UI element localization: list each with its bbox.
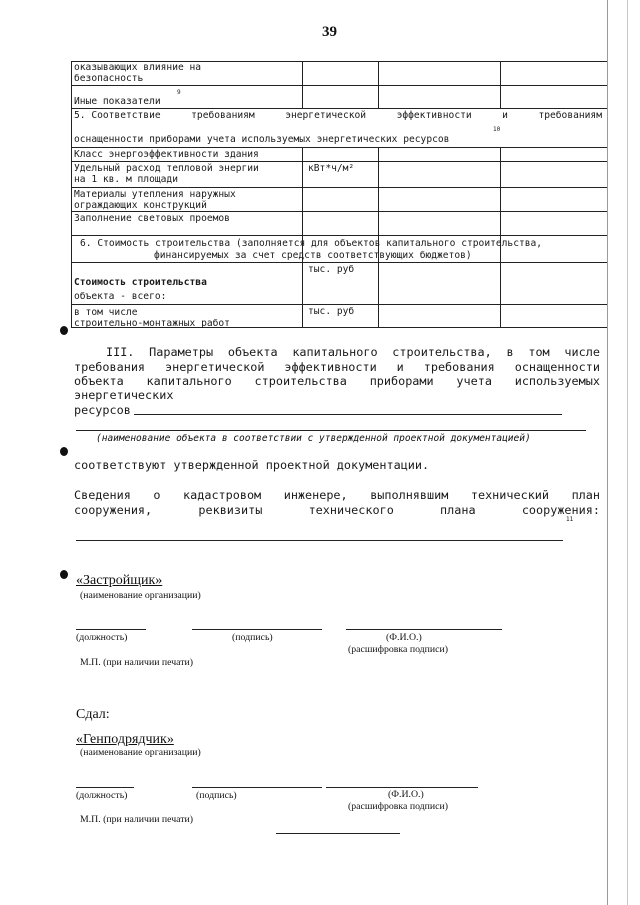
footnote-marker: 10 <box>493 126 501 133</box>
table-cell: Материалы утепления наружных <box>74 189 236 200</box>
word: энергетической <box>285 110 367 121</box>
word: сооружения: <box>521 503 600 517</box>
table-rule <box>71 262 608 263</box>
signature-caption: (подпись) <box>196 790 237 801</box>
fio-caption: (Ф.И.О.) <box>386 632 422 643</box>
word: реквизиты <box>198 503 263 517</box>
punch-hole <box>60 447 68 456</box>
position-line <box>76 787 134 788</box>
table-rule <box>71 187 608 188</box>
word: в <box>506 345 514 359</box>
punch-hole <box>60 570 68 579</box>
signature-caption: (подпись) <box>232 632 273 643</box>
word: сооружения, <box>74 503 153 517</box>
object-name-caption: (наименование объекта в соответствии с утвержденной проектной документацией) <box>96 433 531 444</box>
general-contractor-title: «Генподрядчик» <box>76 732 174 747</box>
table-cell: ограждающих конструкций <box>74 200 207 211</box>
table-rule <box>302 61 303 109</box>
table-rule <box>378 262 379 328</box>
word: эффективности <box>284 360 377 374</box>
table-cell: Стоимость строительства <box>74 277 207 288</box>
word: и <box>396 360 404 374</box>
cadastral-line <box>74 503 600 517</box>
table-cell: строительно-монтажных работ <box>74 318 230 329</box>
word: о <box>153 488 161 502</box>
unit-cell: кВт*ч/м² <box>308 163 355 174</box>
table-rule <box>71 304 608 305</box>
section-3-line <box>74 360 600 374</box>
object-name-line <box>134 414 562 415</box>
table-cell: Заполнение световых проемов <box>74 213 230 224</box>
stamp-caption: М.П. (при наличии печати) <box>80 814 194 825</box>
signature-line <box>192 629 322 630</box>
punch-hole <box>60 326 68 335</box>
table-cell: Удельный расход тепловой энергии <box>74 163 259 174</box>
unit-cell: тыс. руб <box>308 306 355 317</box>
table-rule <box>71 85 608 86</box>
word: 5. Соответствие <box>74 110 161 121</box>
word: III. <box>106 345 135 359</box>
bottom-rule <box>276 833 400 834</box>
decoding-caption: (расшифровка подписи) <box>348 644 449 655</box>
scan-edge <box>607 0 608 905</box>
word: строительства <box>254 374 347 388</box>
table-rule <box>500 262 501 328</box>
table-cell: Иные показатели <box>74 96 161 107</box>
developer-title: «Застройщик» <box>76 573 163 588</box>
word: энергетической <box>164 360 265 374</box>
signature-line <box>192 787 322 788</box>
contractor-org-caption: (наименование организации) <box>80 747 201 758</box>
word: оснащенности <box>514 360 600 374</box>
developer-org-caption: (наименование организации) <box>80 590 201 601</box>
section-6-heading-line2: финансируемых за счет средств соответствующих бюджетов) <box>154 250 472 261</box>
decoding-caption: (расшифровка подписи) <box>348 801 449 812</box>
word: требованиям <box>538 110 602 121</box>
word: капитального <box>292 345 378 359</box>
section-6-heading: 6. Стоимость строительства (заполняется для объектов капитального строительства, <box>80 238 543 249</box>
word: числе <box>564 345 600 359</box>
conformity-statement: соответствуют утвержденной проектной документации. <box>74 458 430 472</box>
table-cell: на 1 кв. м площади <box>74 174 178 185</box>
table-cell: Класс энергоэффективности здания <box>74 149 259 160</box>
word: технического <box>308 503 394 517</box>
word: план <box>571 488 600 502</box>
table-cell: в том числе <box>74 307 138 318</box>
table-cell: безопасность <box>74 73 144 84</box>
cadastral-line <box>74 488 600 502</box>
name-line <box>326 787 478 788</box>
stamp-caption: М.П. (при наличии печати) <box>80 657 194 668</box>
object-name-line <box>76 430 586 431</box>
word: Сведения <box>74 488 131 502</box>
parameters-table <box>71 61 608 328</box>
word: и <box>502 110 508 121</box>
table-cell: оказывающих влияние на <box>74 62 202 73</box>
position-caption: (должность) <box>76 632 128 643</box>
word: используемых <box>514 374 600 388</box>
word: требованиям <box>191 110 255 121</box>
unit-cell: тыс. руб <box>308 264 355 275</box>
footnote-marker: 11 <box>566 516 574 523</box>
position-caption: (должность) <box>76 790 128 801</box>
name-line <box>346 629 502 630</box>
handover-label: Сдал: <box>76 707 110 722</box>
table-cell: объекта - всего: <box>74 291 167 302</box>
word: объекта <box>74 374 124 388</box>
word: строительства, <box>392 345 492 359</box>
table-rule <box>71 108 608 109</box>
section-3-line <box>106 345 600 359</box>
section-5-heading-line2: оснащенности приборами учета используемых энергетических ресурсов <box>74 134 450 145</box>
word: Параметры <box>149 345 214 359</box>
cadastral-line-blank <box>76 540 563 541</box>
table-rule <box>71 147 608 148</box>
word: плана <box>440 503 476 517</box>
table-rule <box>378 61 379 109</box>
table-rule <box>302 262 303 328</box>
section-3-line: энергетических <box>74 388 174 402</box>
table-rule <box>500 61 501 109</box>
word: том <box>528 345 550 359</box>
word: кадастровом <box>183 488 262 502</box>
word: учета <box>456 374 492 388</box>
word: технический <box>470 488 550 502</box>
table-rule <box>71 235 608 236</box>
fio-caption: (Ф.И.О.) <box>388 789 424 800</box>
footnote-marker: 9 <box>177 89 181 96</box>
word: приборами <box>369 374 434 388</box>
word: инженере, <box>283 488 348 502</box>
section-3-line <box>74 374 600 388</box>
word: выполнявшим <box>370 488 449 502</box>
page-number: 39 <box>322 24 337 40</box>
scan-edge <box>627 0 628 905</box>
word: требования <box>74 360 146 374</box>
position-line <box>76 629 146 630</box>
section-3-line: ресурсов <box>74 403 131 417</box>
word: требования <box>423 360 495 374</box>
table-rule <box>71 61 72 328</box>
word: капитального <box>146 374 232 388</box>
table-rule <box>71 161 608 162</box>
section-5-heading <box>74 110 602 122</box>
word: объекта <box>227 345 278 359</box>
word: эффективности <box>396 110 472 121</box>
